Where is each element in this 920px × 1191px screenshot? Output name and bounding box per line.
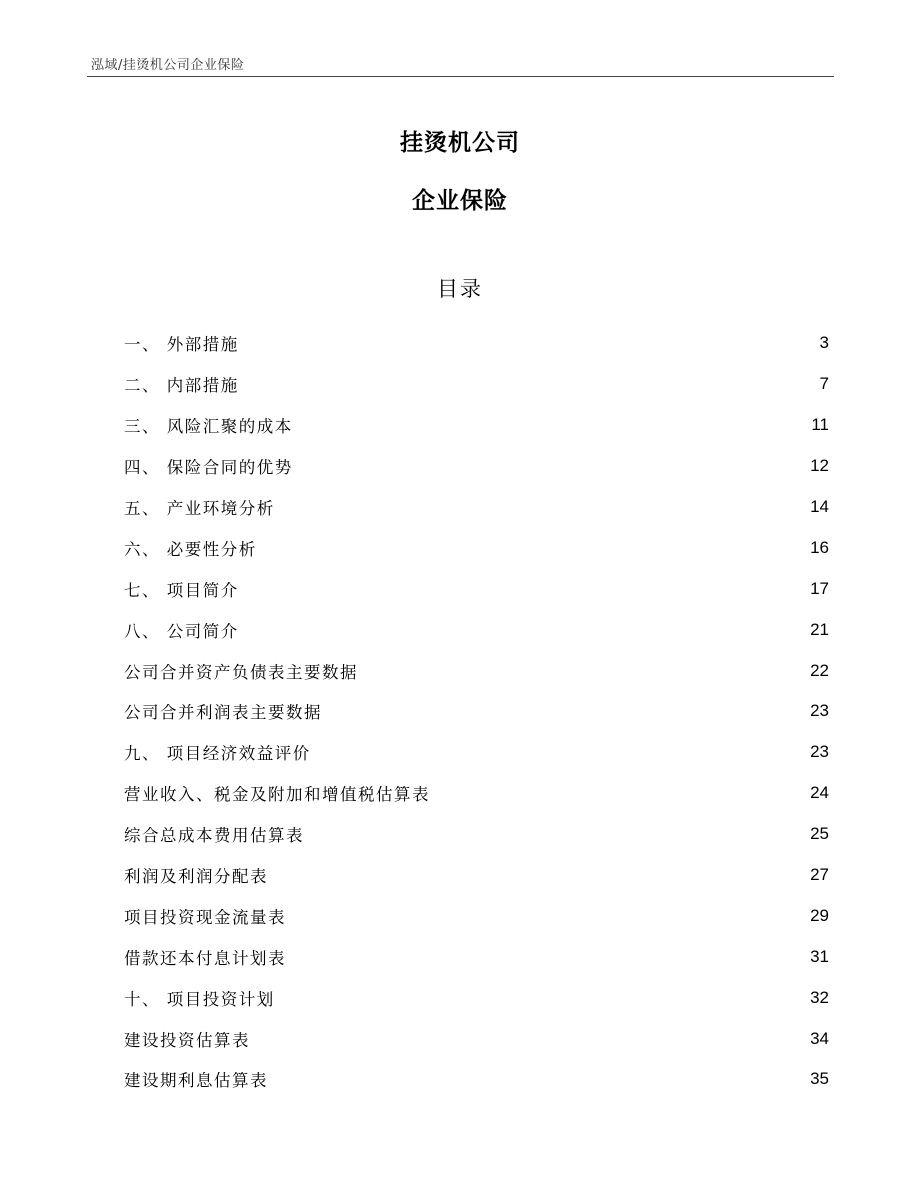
- toc-entry-page-number: 35: [810, 1069, 829, 1089]
- toc-entry-page-number: 25: [810, 824, 829, 844]
- toc-dot-leader: [296, 420, 810, 436]
- toc-dot-leader: [242, 338, 818, 354]
- toc-entry-page-number: 23: [810, 742, 829, 762]
- toc-entry[interactable]: [124, 691, 829, 732]
- toc-entry-label: 四、 保险合同的优势: [124, 458, 293, 478]
- toc-entry[interactable]: [124, 936, 829, 977]
- toc-entry-label: 十、 项目投资计划: [124, 989, 275, 1009]
- document-subtitle: 企业保险: [412, 188, 508, 214]
- toc-entry[interactable]: [124, 323, 829, 364]
- toc-dot-leader: [289, 952, 808, 968]
- toc-dot-leader: [307, 829, 808, 845]
- toc-entry-page-number: 34: [810, 1028, 829, 1048]
- toc-entry[interactable]: [124, 446, 829, 487]
- toc-entry-page-number: 7: [819, 374, 829, 394]
- toc-entry-label: 营业收入、税金及附加和增值税估算表: [124, 785, 430, 805]
- toc-heading: 目录: [437, 277, 483, 301]
- toc-entry-page-number: 14: [810, 497, 829, 516]
- toc-entry-page-number: 29: [810, 905, 829, 925]
- toc-entry-page-number: 22: [810, 660, 829, 680]
- toc-entry-label: 公司合并资产负债表主要数据: [124, 662, 358, 682]
- toc-entry-page-number: 27: [810, 865, 829, 885]
- toc-dot-leader: [289, 911, 808, 927]
- header-divider: [87, 76, 834, 77]
- toc-entry-label: 七、 项目简介: [124, 580, 239, 600]
- toc-entry[interactable]: [124, 977, 829, 1018]
- toc-entry[interactable]: [124, 364, 829, 405]
- toc-entry[interactable]: [124, 814, 829, 855]
- running-header: 泓域/挂烫机公司企业保险: [91, 58, 245, 73]
- toc-dot-leader: [278, 502, 808, 518]
- toc-entry[interactable]: [124, 1018, 829, 1059]
- toc-entry-page-number: 21: [810, 619, 829, 639]
- toc-entry-label: 利润及利润分配表: [124, 867, 268, 887]
- toc-dot-leader: [271, 1074, 808, 1090]
- toc-entry-page-number: 16: [810, 537, 829, 557]
- toc-dot-leader: [296, 461, 808, 477]
- toc-entry[interactable]: [124, 405, 829, 446]
- toc-entry-page-number: 12: [810, 456, 829, 476]
- toc-dot-leader: [314, 747, 808, 763]
- toc-entry[interactable]: [124, 487, 829, 528]
- toc-entry-label: 借款还本付息计划表: [124, 948, 286, 968]
- toc-entry-label: 项目投资现金流量表: [124, 907, 286, 927]
- toc-entry-page-number: 11: [811, 415, 829, 435]
- toc-dot-leader: [325, 706, 808, 722]
- toc-dot-leader: [271, 870, 808, 886]
- toc-entry-page-number: 17: [810, 578, 829, 598]
- toc-entry-label: 八、 公司简介: [124, 621, 239, 641]
- toc-entry[interactable]: [124, 895, 829, 936]
- toc-entry-page-number: 31: [810, 946, 829, 966]
- toc-entry-label: 五、 产业环境分析: [124, 499, 275, 518]
- document-title: 挂烫机公司: [400, 130, 520, 156]
- toc-dot-leader: [253, 1034, 808, 1050]
- toc-entry-label: 三、 风险汇聚的成本: [124, 417, 293, 437]
- toc-entry-label: 六、 必要性分析: [124, 539, 257, 559]
- table-of-contents: [124, 323, 829, 1100]
- toc-entry-label: 九、 项目经济效益评价: [124, 744, 311, 764]
- toc-entry[interactable]: [124, 568, 829, 609]
- toc-entry-label: 公司合并利润表主要数据: [124, 703, 322, 723]
- toc-entry-page-number: 3: [819, 333, 829, 353]
- toc-entry-page-number: 24: [810, 783, 829, 803]
- toc-entry-label: 一、 外部措施: [124, 335, 239, 355]
- toc-entry[interactable]: [124, 1059, 829, 1100]
- toc-dot-leader: [361, 666, 808, 682]
- toc-entry-label: 综合总成本费用估算表: [124, 826, 304, 846]
- toc-dot-leader: [242, 625, 808, 641]
- toc-entry[interactable]: [124, 527, 829, 568]
- toc-entry-page-number: 32: [810, 987, 829, 1007]
- toc-dot-leader: [433, 788, 808, 804]
- toc-entry[interactable]: [124, 773, 829, 814]
- toc-entry-page-number: 23: [810, 701, 829, 721]
- toc-dot-leader: [278, 993, 808, 1009]
- toc-dot-leader: [260, 543, 808, 559]
- toc-entry[interactable]: [124, 855, 829, 896]
- toc-entry[interactable]: [124, 732, 829, 773]
- toc-dot-leader: [242, 584, 808, 600]
- toc-entry[interactable]: [124, 650, 829, 691]
- toc-entry[interactable]: [124, 609, 829, 650]
- toc-entry-label: 二、 内部措施: [124, 376, 239, 396]
- toc-dot-leader: [242, 379, 818, 395]
- toc-entry-label: 建设投资估算表: [124, 1030, 250, 1050]
- toc-entry-label: 建设期利息估算表: [124, 1071, 268, 1091]
